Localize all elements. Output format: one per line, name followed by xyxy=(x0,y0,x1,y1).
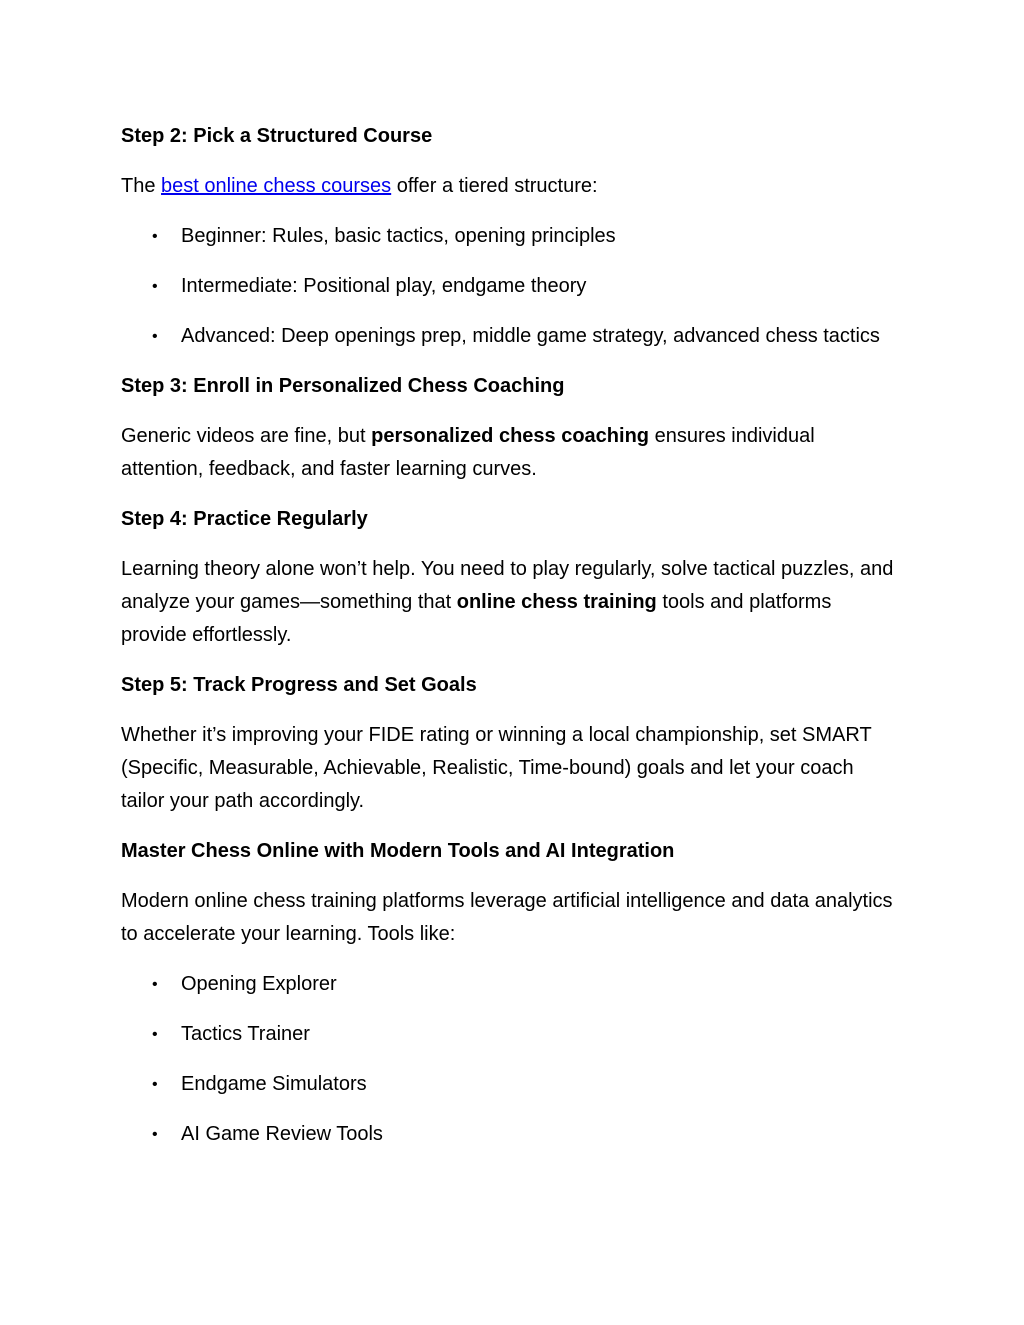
list-item-text: Endgame Simulators xyxy=(181,1073,367,1095)
step3-text-prefix: Generic videos are fine, but xyxy=(121,425,372,447)
step5-paragraph: Whether it’s improving your FIDE rating or winning a local championship, set SMART (Specific, Measurable, Achievable, Realistic, Time-bound) goals and let your coach tailor your path accordingly. xyxy=(121,724,872,812)
master-paragraph: Modern online chess training platforms leverage artificial intelligence and data analytics to accelerate your learning. Tools like: xyxy=(121,890,893,945)
list-item xyxy=(121,220,901,253)
step2-intro-suffix: offer a tiered structure: xyxy=(391,175,598,197)
bullet-icon: • xyxy=(152,1126,158,1143)
list-item xyxy=(121,1018,901,1051)
list-item-text: Tactics Trainer xyxy=(181,1023,310,1045)
step4-text-suffix: tools and platforms provide effortlessly. xyxy=(121,591,832,646)
step3-heading: Step 3: Enroll in Personalized Chess Coaching xyxy=(121,375,565,397)
step2-intro-prefix: The xyxy=(121,175,162,197)
master-heading: Master Chess Online with Modern Tools and AI Integration xyxy=(121,840,675,862)
step4-paragraph xyxy=(121,553,901,652)
list-item xyxy=(121,270,901,303)
best-online-chess-courses-link[interactable]: best online chess courses xyxy=(161,175,392,197)
list-item xyxy=(121,320,901,353)
list-item-text: Opening Explorer xyxy=(181,973,337,995)
step3-paragraph xyxy=(121,420,901,486)
step2-heading: Step 2: Pick a Structured Course xyxy=(121,125,433,147)
list-item xyxy=(121,968,901,1001)
step2-intro xyxy=(121,170,901,203)
step3-text-bold: personalized chess coaching xyxy=(371,425,650,447)
bullet-icon: • xyxy=(152,278,158,295)
step4-text-bold: online chess training xyxy=(456,591,657,613)
course-tier-list xyxy=(121,220,904,353)
step5-heading: Step 5: Track Progress and Set Goals xyxy=(121,674,477,696)
bullet-icon: • xyxy=(152,1076,158,1093)
step4-text-prefix: Learning theory alone won’t help. You need to play regularly, solve tactical puzzles, and analyze your games—something that xyxy=(121,558,894,613)
list-item-text: Beginner: Rules, basic tactics, opening principles xyxy=(181,225,616,247)
bullet-icon: • xyxy=(152,976,158,993)
list-item-text: Advanced: Deep openings prep, middle game strategy, advanced chess tactics xyxy=(181,325,880,347)
bullet-icon: • xyxy=(152,228,158,245)
list-item xyxy=(121,1068,901,1101)
list-item-text: Intermediate: Positional play, endgame theory xyxy=(181,275,587,297)
step3-text-suffix: ensures individual attention, feedback, and faster learning curves. xyxy=(121,425,815,480)
bullet-icon: • xyxy=(152,1026,158,1043)
tools-list xyxy=(121,968,904,1151)
bullet-icon: • xyxy=(152,328,158,345)
list-item xyxy=(121,1118,901,1151)
list-item-text: AI Game Review Tools xyxy=(181,1123,383,1145)
step4-heading: Step 4: Practice Regularly xyxy=(121,508,368,530)
